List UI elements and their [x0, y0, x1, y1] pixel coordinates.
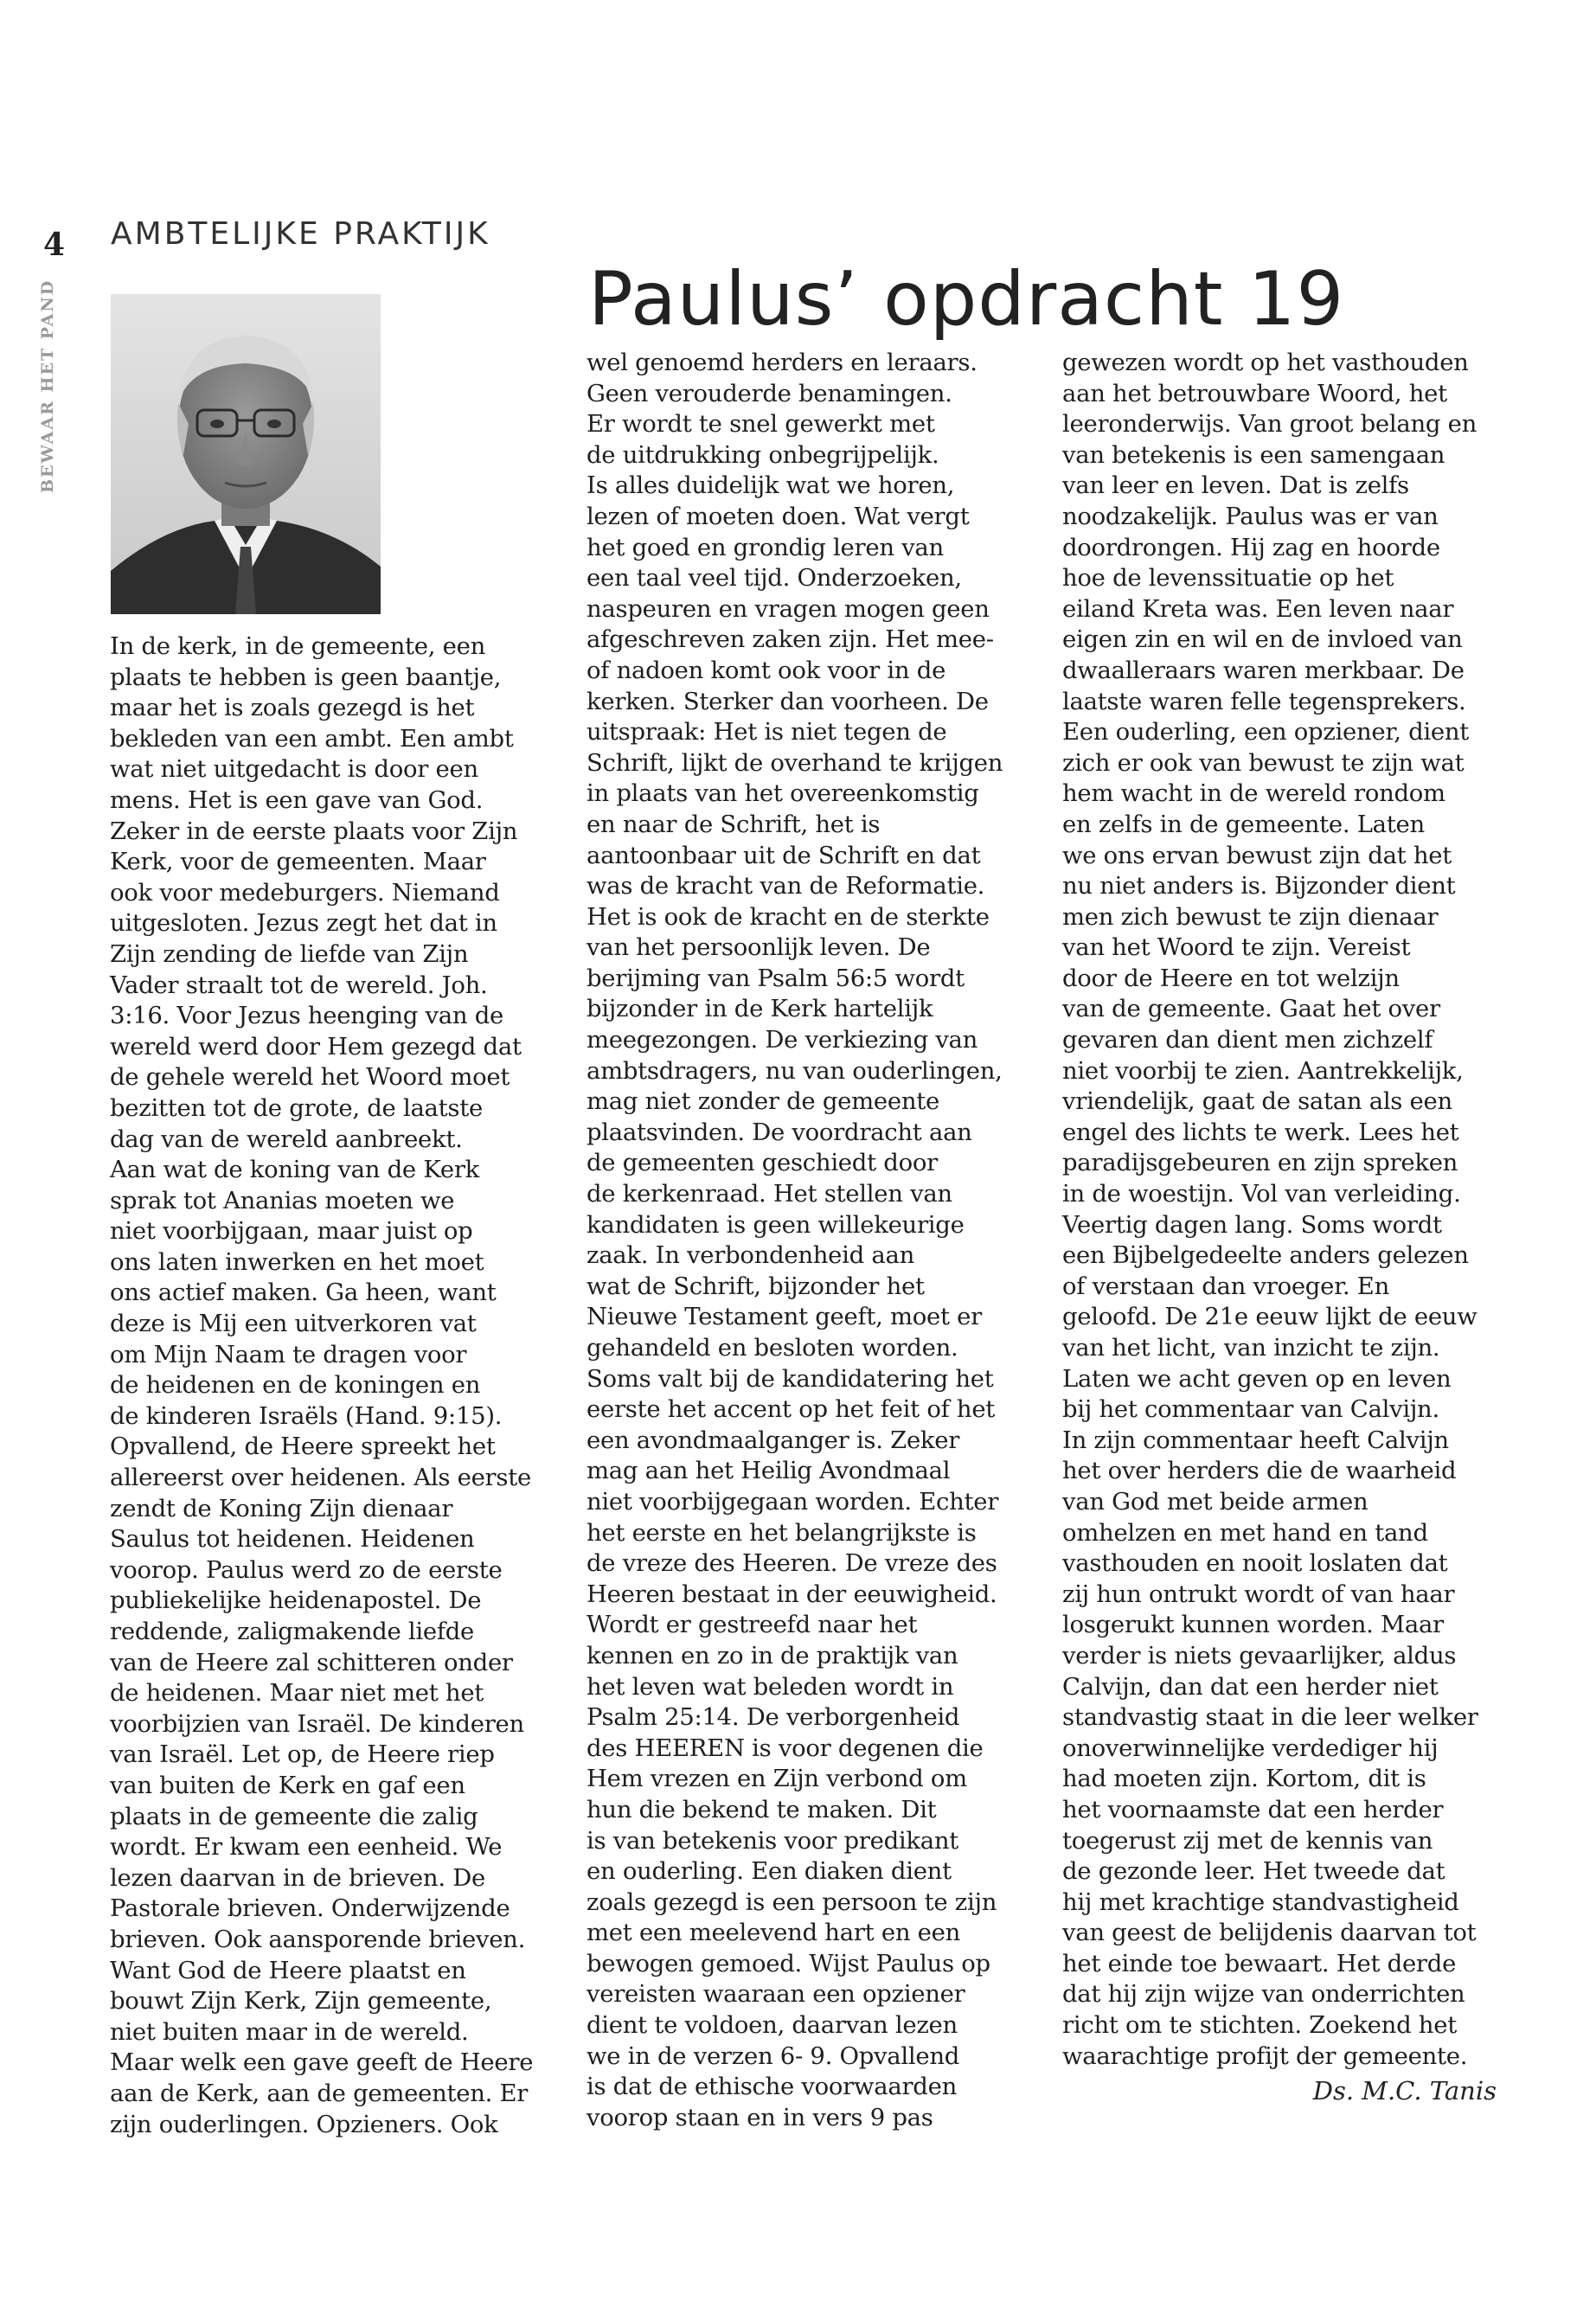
person-portrait-photo-icon [111, 294, 381, 614]
section-label: AMBTELIJKE PRAKTIJK [111, 216, 490, 252]
page-number: 4 [43, 227, 66, 263]
article-column-1: In de kerk, in de gemeente, een plaats te hebben is geen baantje, maar het is zoals gezegd is het bekleden van een ambt. Een ambt wat niet uitgedacht is door een mens. Het is een gave van God. Zeker in de eerste plaats voor Zijn Kerk, voor de gemeenten. Maar ook voor medeburgers. Niemand uitgesloten. Jezus zegt het dat in Zijn zending de liefde van Zijn Vader straalt tot de wereld. Joh. 3:16. Voor Jezus heenging van de wereld werd door Hem gezegd dat de gehele wereld het Woord moet bezitten tot de grote, de laatste dag van de wereld aanbreekt. Aan wat de koning van de Kerk sprak tot Ananias moeten we niet voorbijgaan, maar juist op ons laten inwerken en het moet ons actief maken. Ga heen, want deze is Mij een uitverkoren vat om Mijn Naam te dragen voor de heidenen en de koningen en de kinderen Israëls (Hand. 9:15). Opvallend, de Heere spreekt het allereerst over heidenen. Als eerste zendt de Koning Zijn dienaar Saulus tot heidenen. Heidenen voorop. Paulus werd zo de eerste publiekelijke heidenapostel. De reddende, zaligmakende liefde van de Heere zal schitteren onder de heidenen. Maar niet met het voorbijzien van Israël. De kinderen van Israël. Let op, de Heere riep van buiten de Kerk en gaf een plaats in de gemeente die zalig wordt. Er kwam een eenheid. We lezen daarvan in de brieven. De Pastorale brieven. Onderwijzende brieven. Ook aansporende brieven. Want God de Heere plaatst en bouwt Zijn Kerk, Zijn gemeente, niet buiten maar in de wereld. Maar welk een gave geeft de Heere aan de Kerk, aan de gemeenten. Er zijn ouderlingen. Opzieners. Ook [110, 632, 534, 2138]
running-header-vertical: BEWAAR HET PAND [38, 279, 57, 493]
article-headline: Paulus’ opdracht 19 [588, 255, 1345, 343]
author-portrait [111, 294, 381, 614]
article-column-2: wel genoemd herders en leraars. Geen verouderde benamingen. Er wordt te snel gewerkt met de uitdrukking onbegrijpelijk. Is alles duidelijk wat we horen, lezen of moeten doen. Wat vergt het goed en grondig leren van een taal veel tijd. Onderzoeken, naspeuren en vragen mogen geen afgeschreven zaken zijn. Het mee- of nadoen komt ook voor in de kerken. Sterker dan voorheen. De uitspraak: Het is niet tegen de Schrift, lijkt de overhand te krijgen in plaats van het overeenkomstig en naar de Schrift, het is aantoonbaar uit de Schrift en dat was de kracht van de Reformatie. Het is ook de kracht en de sterkte van het persoonlijk leven. De berijming van Psalm 56:5 wordt bijzonder in de Kerk hartelijk meegezongen. De verkiezing van ambtsdragers, nu van ouderlingen, mag niet zonder de gemeente plaatsvinden. De voordracht aan de gemeenten geschiedt door de kerkenraad. Het stellen van kandidaten is geen willekeurige zaak. In verbondenheid aan wat de Schrift, bijzonder het Nieuwe Testament geeft, moet er gehandeld en besloten worden. Soms valt bij de kandidatering het eerste het accent op het feit of het een avondmaalganger is. Zeker mag aan het Heilig Avondmaal niet voorbijgegaan worden. Echter het eerste en het belangrijkste is de vreze des Heeren. De vreze des Heeren bestaat in der eeuwigheid. Wordt er gestreefd naar het kennen en zo in de praktijk van het leven wat beleden wordt in Psalm 25:14. De verborgenheid des HEEREN is voor degenen die Hem vrezen en Zijn verbond om hun die bekend te maken. Dit is van betekenis voor predikant en ouderling. Een diaken dient zoals gezegd is een persoon te zijn met een meelevend hart en een bewogen gemoed. Wijst Paulus op vereisten waaraan een opziener dient te voldoen, daarvan lezen we in de verzen 6- 9. Opvallend is dat de ethische voorwaarden voorop staan en in vers 9 pas [586, 349, 1003, 2131]
article-column-3: gewezen wordt op het vasthouden aan het betrouwbare Woord, het leeronderwijs. Van groot belang en van betekenis is een samengaan van leer en leven. Dat is zelfs noodzakelijk. Paulus was er van doordrongen. Hij zag en hoorde hoe de levenssituatie op het eiland Kreta was. Een leven naar eigen zin en wil en de invloed van dwaalleraars waren merkbaar. De laatste waren felle tegensprekers. Een ouderling, een opziener, dient zich er ook van bewust te zijn wat hem wacht in de wereld rondom en zelfs in de gemeente. Laten we ons ervan bewust zijn dat het nu niet anders is. Bijzonder dient men zich bewust te zijn dienaar van het Woord te zijn. Vereist door de Heere en tot welzijn van de gemeente. Gaat het over gevaren dan dient men zichzelf niet voorbij te zien. Aantrekkelijk, vriendelijk, gaat de satan als een engel des lichts te werk. Lees het paradijsgebeuren en zijn spreken in de woestijn. Vol van verleiding. Veertig dagen lang. Soms wordt een Bijbelgedeelte anders gelezen of verstaan dan vroeger. En geloofd. De 21e eeuw lijkt de eeuw van het licht, van inzicht te zijn. Laten we acht geven op en leven bij het commentaar van Calvijn. In zijn commentaar heeft Calvijn het over herders die de waarheid van God met beide armen omhelzen en met hand en tand vasthouden en nooit loslaten dat zij hun ontrukt wordt of van haar losgerukt kunnen worden. Maar verder is niets gevaarlijker, aldus Calvijn, dan dat een herder niet standvastig staat in die leer welker onoverwinnelijke verdediger hij had moeten zijn. Kortom, dit is het voornaamste dat een herder toegerust zij met de kennis van de gezonde leer. Het tweede dat hij met krachtige standvastigheid van geest de belijdenis daarvan tot het einde toe bewaart. Het derde dat hij zijn wijze van onderrichten richt om te stichten. Zoekend het waarachtige profijt der gemeente. [1062, 349, 1478, 2070]
author-signature: Ds. M.C. Tanis [1312, 2076, 1497, 2106]
